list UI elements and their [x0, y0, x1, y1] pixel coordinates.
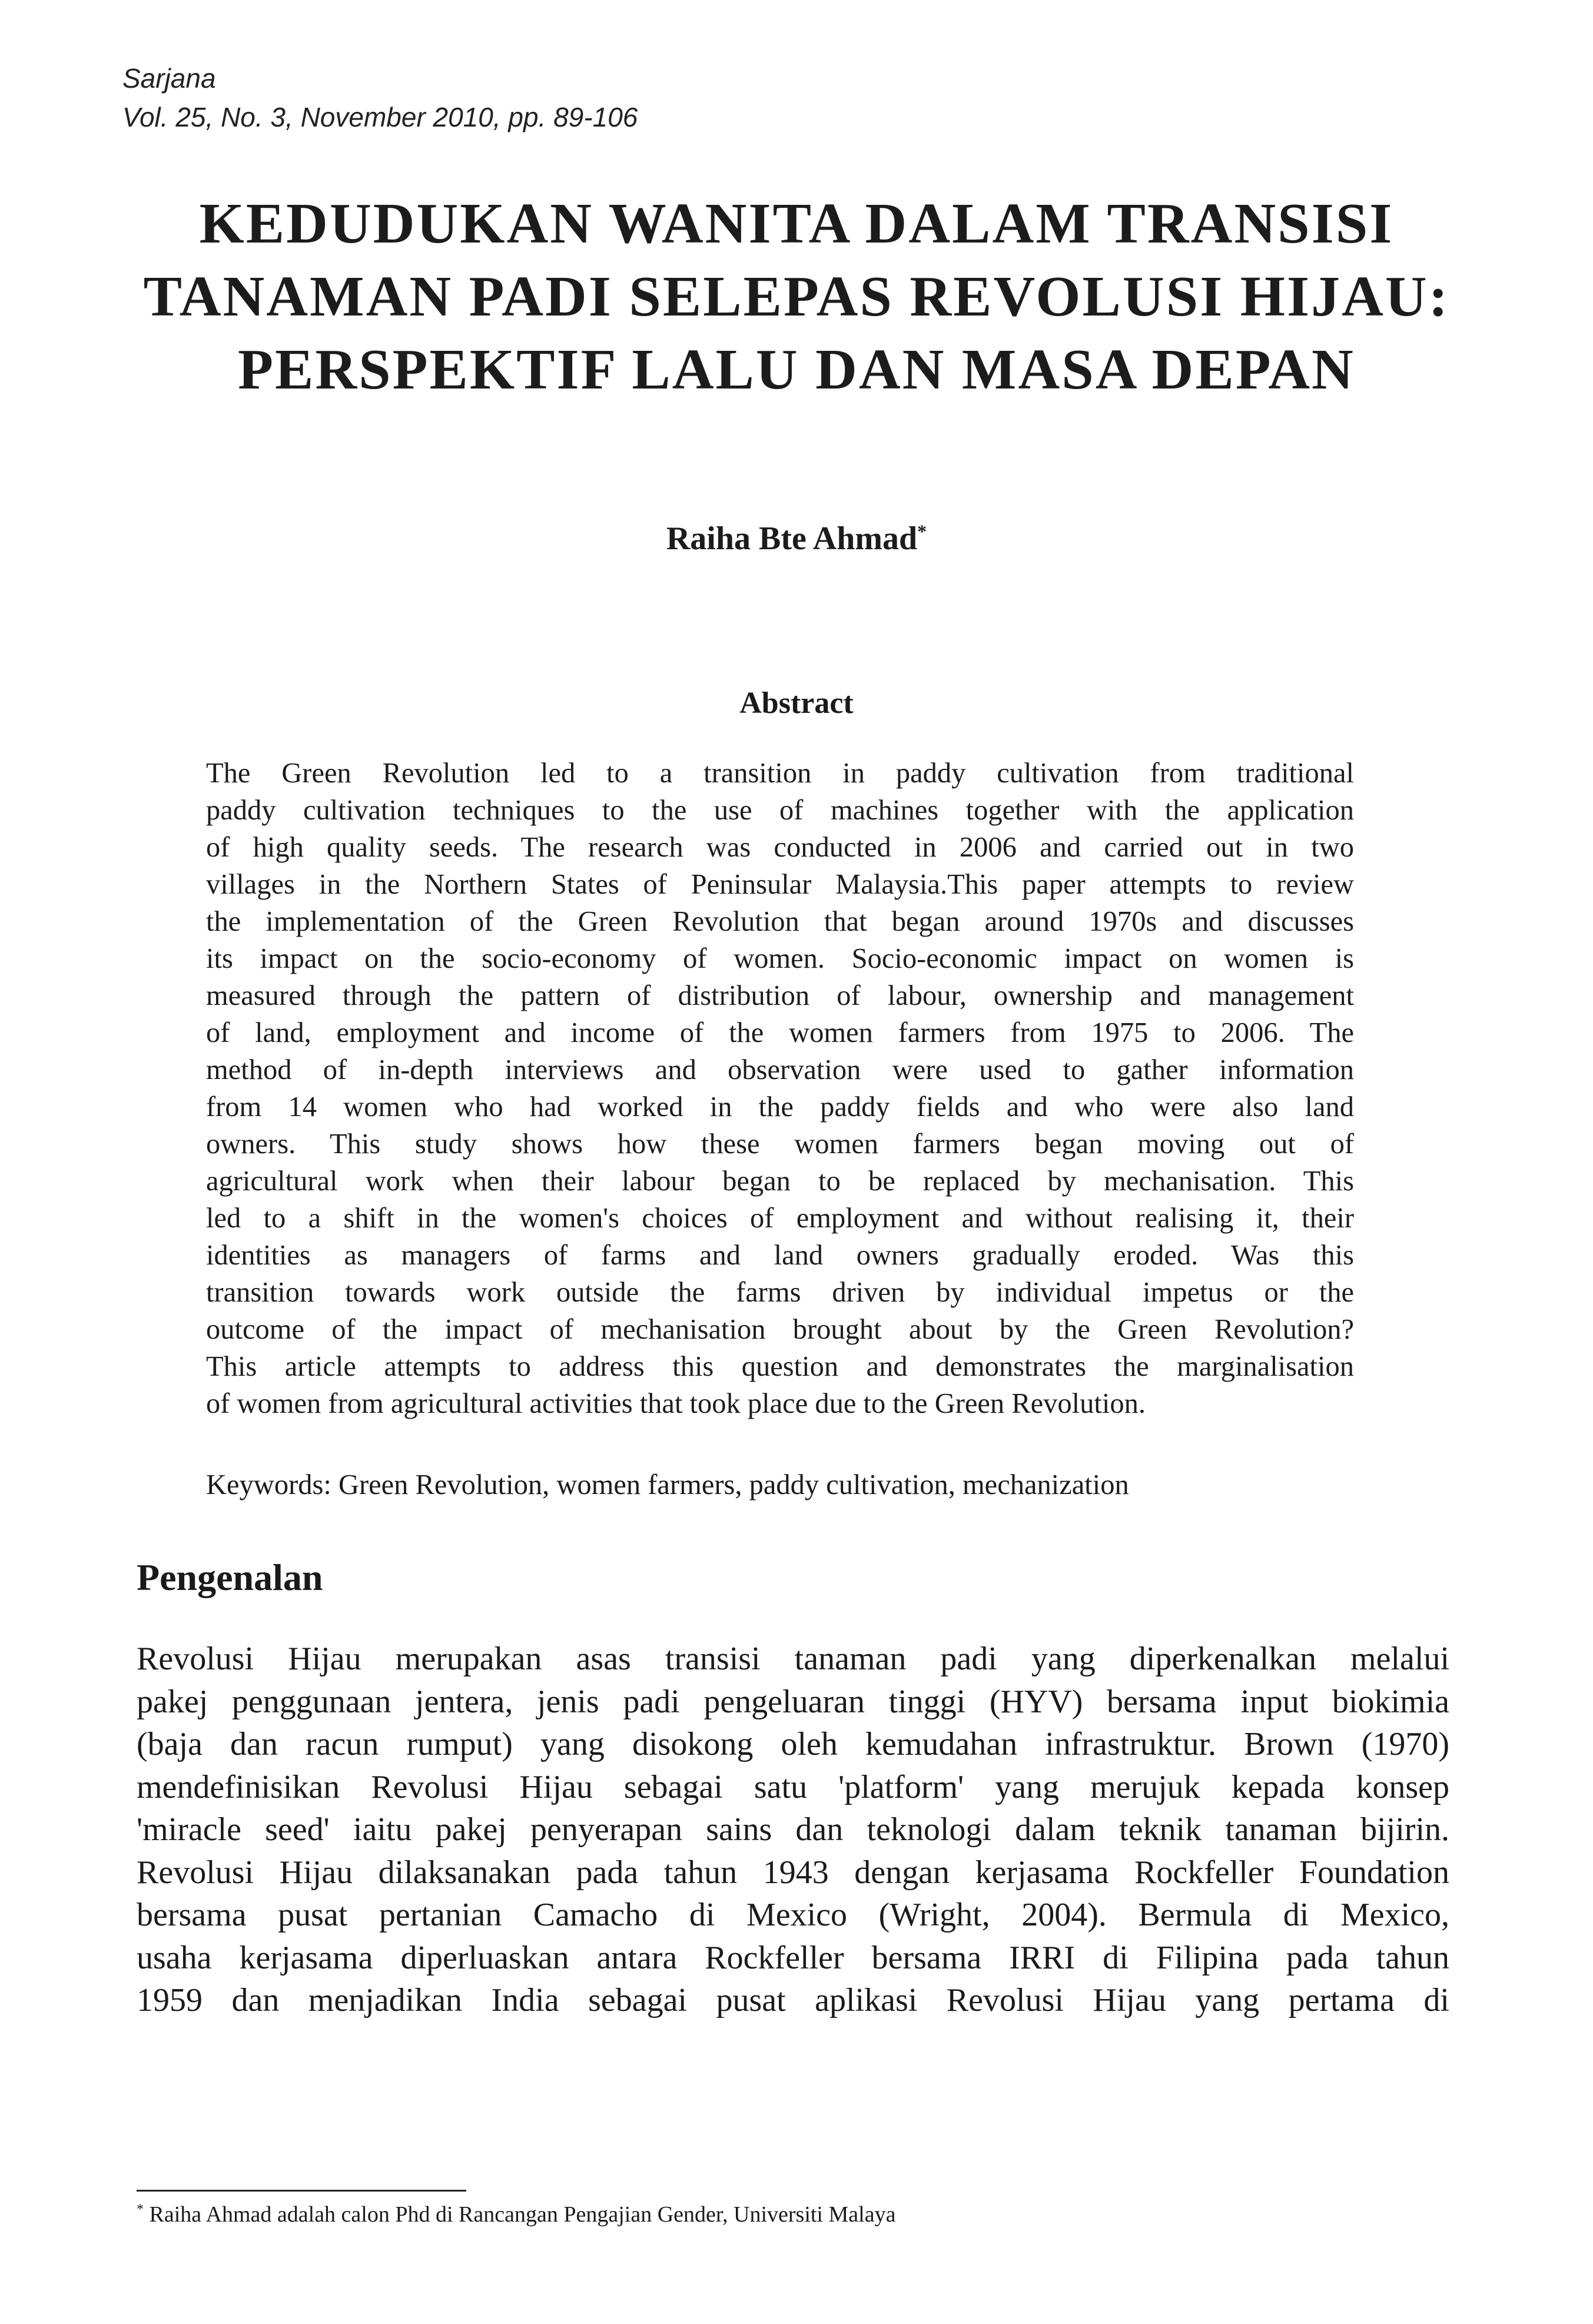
abstract-line: measured through the pattern of distribution of labour, ownership and management	[206, 980, 1354, 1011]
author-line	[0, 518, 1593, 559]
body-line: 1959 dan menjadikan India sebagai pusat aplikasi Revolusi Hijau yang pertama di	[137, 1982, 1449, 2018]
abstract-line: The Green Revolution led to a transition in paddy cultivation from traditional	[206, 758, 1354, 789]
body-line: usaha kerjasama diperluaskan antara Rockfeller bersama IRRI di Filipina pada tahun	[137, 1939, 1449, 1976]
footnote-text: Raiha Ahmad adalah calon Phd di Rancangan Pengajian Gender, Universiti Malaya	[149, 2202, 896, 2227]
title-line: TANAMAN PADI SELEPAS REVOLUSI HIJAU:	[143, 265, 1450, 328]
body-line: pakej penggunaan jentera, jenis padi pengeluaran tinggi (HYV) bersama input biokimia	[137, 1683, 1449, 1720]
author-footnote-marker: *	[917, 520, 927, 542]
abstract-line: from 14 women who had worked in the paddy fields and who were also land	[206, 1091, 1354, 1123]
abstract-line: agricultural work when their labour began to be replaced by mechanisation. This	[206, 1166, 1354, 1197]
body-line: (baja dan racun rumput) yang disokong oleh kemudahan infrastruktur. Brown (1970)	[137, 1726, 1449, 1762]
footnote-marker: *	[137, 2202, 144, 2217]
abstract-line: led to a shift in the women's choices of employment and without realising it, their	[206, 1203, 1354, 1234]
footnote	[137, 2199, 895, 2230]
title-line: PERSPEKTIF LALU DAN MASA DEPAN	[238, 338, 1355, 401]
body-line: Revolusi Hijau dilaksanakan pada tahun 1943 dengan kerjasama Rockfeller Foundation	[137, 1854, 1449, 1891]
footnote-divider	[137, 2190, 466, 2192]
section-heading: Pengenalan	[137, 1556, 323, 1598]
journal-header	[122, 59, 638, 137]
abstract-line: the implementation of the Green Revolution that began around 1970s and discusses	[206, 906, 1354, 937]
author-name: Raiha Bte Ahmad	[666, 520, 918, 557]
journal-issue: Vol. 25, No. 3, November 2010, pp. 89-106	[122, 102, 638, 132]
paper-title	[88, 187, 1505, 406]
section-body	[137, 1638, 1449, 2022]
title-line: KEDUDUKAN WANITA DALAM TRANSISI	[199, 192, 1394, 255]
abstract-line: owners. This study shows how these women farmers began moving out of	[206, 1128, 1354, 1160]
body-line: mendefinisikan Revolusi Hijau sebagai satu 'platform' yang merujuk kepada konsep	[137, 1768, 1449, 1805]
abstract-line: of land, employment and income of the women farmers from 1975 to 2006. The	[206, 1017, 1354, 1048]
keywords-label: Keywords:	[206, 1469, 331, 1500]
abstract-line: transition towards work outside the farms driven by individual impetus or the	[206, 1277, 1354, 1308]
keywords-line	[206, 1466, 1383, 1505]
abstract-line: identities as managers of farms and land owners gradually eroded. Was this	[206, 1240, 1354, 1271]
abstract-line: villages in the Northern States of Peninsular Malaysia.This paper attempts to review	[206, 869, 1354, 900]
body-line: Revolusi Hijau merupakan asas transisi tanaman padi yang diperkenalkan melalui	[137, 1641, 1449, 1677]
abstract-heading: Abstract	[739, 686, 854, 720]
abstract-line: method of in-depth interviews and observation were used to gather information	[206, 1054, 1354, 1085]
abstract-line: paddy cultivation techniques to the use of machines together with the application	[206, 795, 1354, 826]
keywords-text: Green Revolution, women farmers, paddy cultivation, mechanization	[338, 1469, 1129, 1500]
abstract-line: outcome of the impact of mechanisation brought about by the Green Revolution?	[206, 1314, 1354, 1345]
body-line: bersama pusat pertanian Camacho di Mexico (Wright, 2004). Bermula di Mexico,	[137, 1897, 1449, 1933]
journal-name: Sarjana	[122, 63, 216, 94]
abstract-line: This article attempts to address this question and demonstrates the marginalisation	[206, 1351, 1354, 1382]
abstract-line: of women from agricultural activities that took place due to the Green Revolution.	[206, 1388, 1146, 1419]
abstract-line: its impact on the socio-economy of women. Socio-economic impact on women is	[206, 943, 1354, 974]
abstract-body	[206, 755, 1354, 1422]
abstract-line: of high quality seeds. The research was conducted in 2006 and carried out in two	[206, 832, 1354, 863]
body-line: 'miracle seed' iaitu pakej penyerapan sains dan teknologi dalam teknik tanaman bijirin.	[137, 1811, 1449, 1848]
